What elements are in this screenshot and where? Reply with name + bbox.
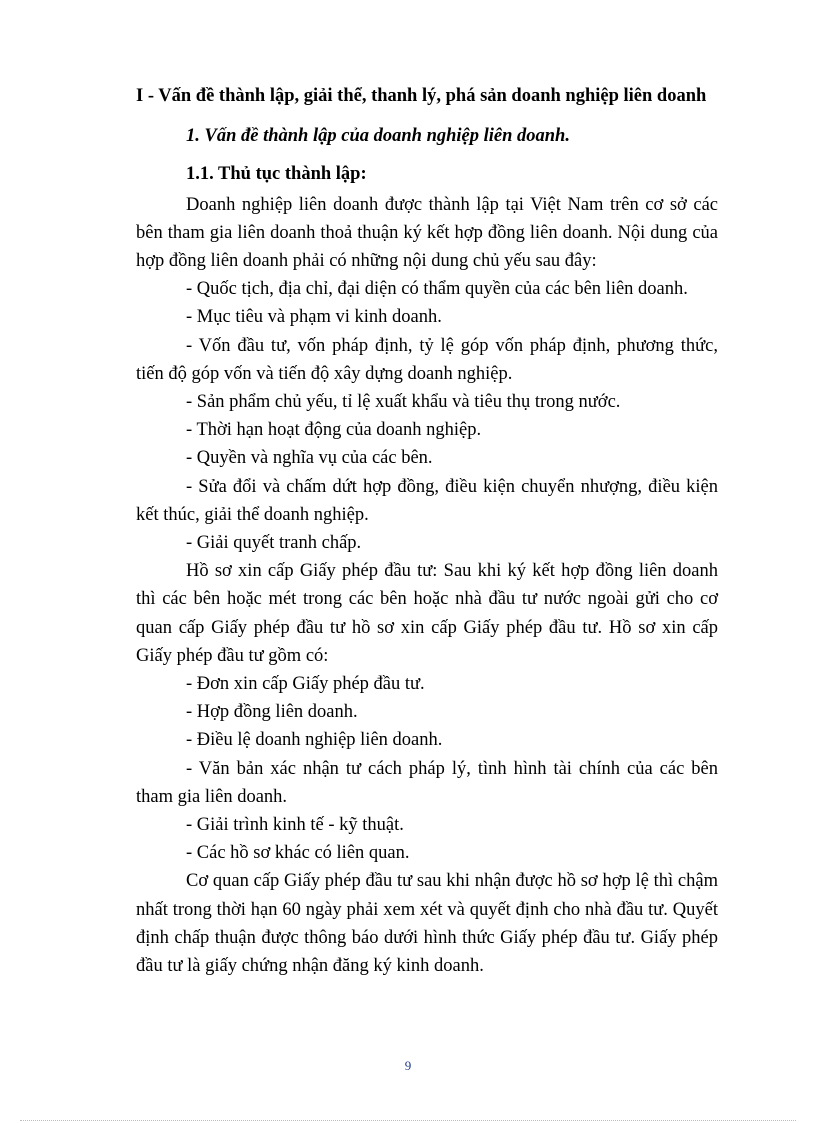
sub-subsection-heading: 1.1. Thủ tục thành lập: [186,164,367,185]
contract-item-disputes: - Giải quyết tranh chấp. [186,533,362,554]
dossier-item-application: - Đơn xin cấp Giấy phép đầu tư. [186,674,425,695]
contract-item-objectives: - Mục tiêu và phạm vi kinh doanh. [186,307,442,328]
contract-item-duration: - Thời hạn hoạt động của doanh nghiệp. [186,420,482,441]
section-heading: I - Vấn đề thành lập, giải thể, thanh lý, phá sản doanh nghiệp liên doanh [136,86,707,106]
contract-item-rights: - Quyền và nghĩa vụ của các bên. [186,448,433,469]
dossier-paragraph: Hồ sơ xin cấp Giấy phép đầu tư: Sau khi ký kết hợp đồng liên doanh thì các bên hoặc mét trong các bên hoặc nhà đầu tư nước ngoài gửi cho cơ quan cấp Giấy phép đầu tư hồ sơ xin cấp Giấy phép đầu tư. Hồ sơ xin cấp Giấy phép đầu tư gồm có: [136,561,718,666]
dossier-item-charter: - Điều lệ doanh nghiệp liên doanh. [186,730,443,751]
intro-paragraph: Doanh nghiệp liên doanh được thành lập tại Việt Nam trên cơ sở các bên tham gia liên doanh thoả thuận ký kết hợp đồng liên doanh. Nội dung của hợp đồng liên doanh phải có những nội dung chủ yếu sau đây: [136,194,718,272]
closing-paragraph: Cơ quan cấp Giấy phép đầu tư sau khi nhận được hồ sơ hợp lệ thì chậm nhất trong thời hạn 60 ngày phải xem xét và quyết định cho nhà đầu tư. Quyết định chấp thuận được thông báo dưới hình thức Giấy phép đầu tư. Giấy phép đầu tư là giấy chứng nhận đăng ký kinh doanh. [136,871,718,977]
page-body [136,82,718,980]
contract-item-amendment: - Sửa đổi và chấm dứt hợp đồng, điều kiện chuyển nhượng, điều kiện kết thúc, giải thể doanh nghiệp. [136,476,718,525]
contract-item-capital: - Vốn đầu tư, vốn pháp định, tỷ lệ góp vốn pháp định, phương thức, tiến độ góp vốn và tiến độ xây dựng doanh nghiệp. [136,335,718,384]
footer-divider [20,1120,796,1121]
dossier-item-other: - Các hồ sơ khác có liên quan. [186,843,410,864]
dossier-item-contract: - Hợp đồng liên doanh. [186,702,358,723]
subsection-heading: 1. Vấn đề thành lập của doanh nghiệp liên doanh. [186,126,570,147]
contract-item-products: - Sản phẩm chủ yếu, tỉ lệ xuất khẩu và tiêu thụ trong nước. [186,392,621,413]
contract-item-nationality: - Quốc tịch, địa chỉ, đại diện có thẩm quyền của các bên liên doanh. [186,279,688,300]
dossier-item-feasibility: - Giải trình kinh tế - kỹ thuật. [186,815,404,836]
dossier-item-legal-status: - Văn bản xác nhận tư cách pháp lý, tình hình tài chính của các bên tham gia liên doanh. [136,758,718,807]
page-number: 9 [404,1058,412,1073]
